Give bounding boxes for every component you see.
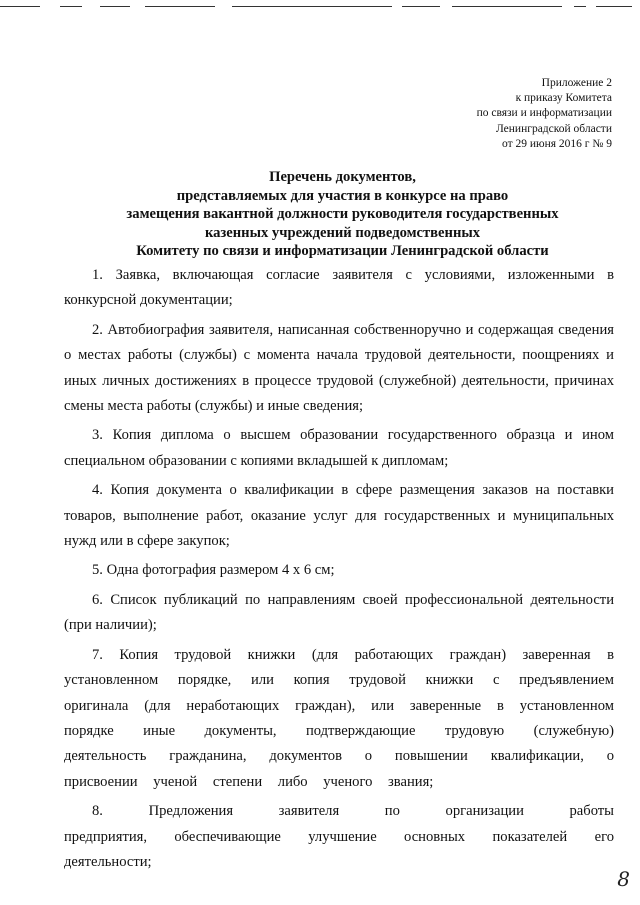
list-item: 6. Список публикаций по направлениям своей профессиональной деятельности (при наличии); xyxy=(64,591,614,634)
appendix-block xyxy=(352,76,612,152)
list-item: 7. Копия трудовой книжки (для работающих граждан) заверенная в установленном порядке, или копия трудовой книжки с предъявлением оригинала (для неработающих граждан), или заверенные в установленном порядке иные документы, подтверждающие трудовую (служебную) деятельность гражданина, документов о повышении квалификации, о присвоении ученой степени либо ученого звания; xyxy=(64,646,614,790)
list-item: 5. Одна фотография размером 4 х 6 см; xyxy=(92,562,335,579)
appendix-line: от 29 июня 2016 г № 9 xyxy=(501,137,612,150)
list-item: 3. Копия диплома о высшем образовании государственного образца и ином специальном образовании с копиями вкладышей к дипломам; xyxy=(64,427,614,469)
list-item: 4. Копия документа о квалификации в сфере размещения заказов на поставки товаров, выполнение работ, оказание услуг для государственных и муниципальных нужд или в сфере закупок; xyxy=(64,482,614,550)
scan-edge-lines xyxy=(0,6,640,9)
appendix-line: Приложение 2 xyxy=(541,77,612,89)
list-item: 8. Предложения заявителя по организации работы предприятия, обеспечивающие улучшение основных показателей его деятельности; xyxy=(64,803,614,870)
title-line: Перечень документов, xyxy=(269,169,416,185)
list-item: 2. Автобиография заявителя, написанная собственноручно и содержащая сведения о местах работы (службы) с момента начала трудовой деятельности, поощрениях и иных личных достижениях в процессе трудовой (служебной) деятельности, причинах смены места работы (службы) и иные сведения; xyxy=(64,321,614,415)
title-line: замещения вакантной должности руководителя государственных xyxy=(126,206,559,223)
title-line: представляемых для участия в конкурсе на право xyxy=(176,187,509,204)
list-item: 1. Заявка, включающая согласие заявителя с условиями, изложенными в конкурсной документации; xyxy=(64,267,614,309)
appendix-line: к приказу Комитета xyxy=(515,92,612,105)
appendix-line: по связи и информатизации xyxy=(476,107,612,120)
document-title xyxy=(70,168,615,261)
title-line: Комитету по связи и информатизации Ленинградской области xyxy=(136,243,549,260)
appendix-line: Ленинградской области xyxy=(495,122,612,135)
title-line: казенных учреждений подведомственных xyxy=(204,224,481,241)
page-number-handwritten: 8 xyxy=(617,867,630,891)
document-list xyxy=(64,263,614,879)
